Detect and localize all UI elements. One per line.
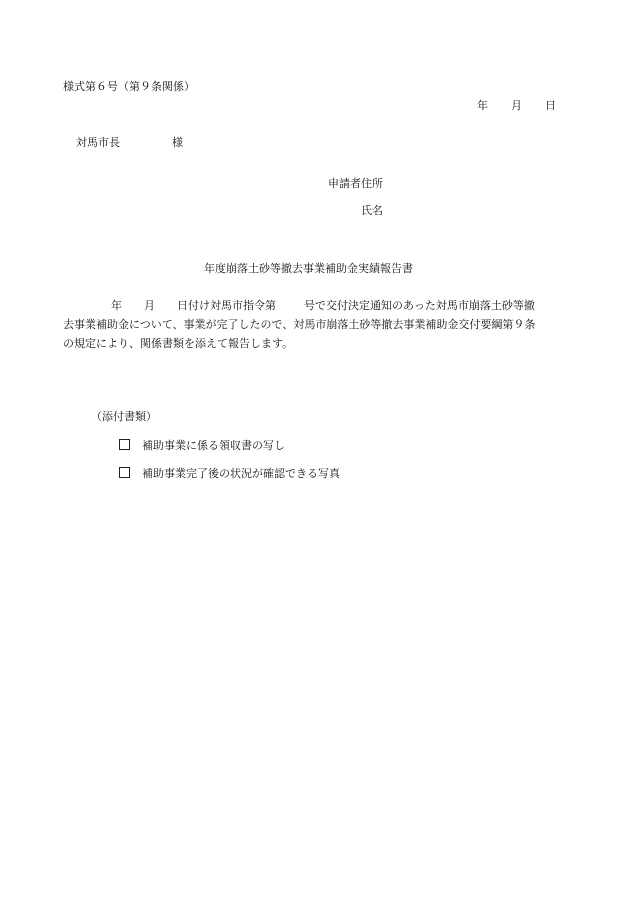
attachment-item-label: 補助事業に係る領収書の写し xyxy=(142,439,285,452)
applicant-name-label: 氏名 xyxy=(361,204,383,217)
body-line-2: 去事業補助金について、事業が完了したので、対馬市崩落土砂等撤去事業補助金交付要綱第９条 xyxy=(63,318,536,331)
addressee-line xyxy=(76,137,183,148)
form-number-label: 様式第６号（第９条関係） xyxy=(63,80,195,93)
body-line-3: の規定により、関係書類を添えて報告します。 xyxy=(63,337,294,350)
addressee-honorific: 様 xyxy=(172,136,183,149)
attachment-item-label: 補助事業完了後の状況が確認できる写真 xyxy=(142,467,340,480)
document-title: 年度崩落土砂等撤去事業補助金実績報告書 xyxy=(204,262,413,275)
date-year-label: 年 xyxy=(477,99,488,112)
report-body-text xyxy=(63,296,573,353)
checkbox-icon[interactable] xyxy=(119,439,130,450)
body-month-label: 月 xyxy=(144,299,155,312)
date-day-label: 日 xyxy=(545,99,556,112)
applicant-address-label: 申請者住所 xyxy=(328,177,383,190)
attachments-heading: （添付書類） xyxy=(91,410,157,423)
body-line-1 xyxy=(63,296,573,315)
attachment-item xyxy=(119,439,285,451)
body-line-1-part-1: 日付け対馬市指令第 xyxy=(177,299,276,312)
body-year-label: 年 xyxy=(111,299,122,312)
body-line-1-part-2: 号で交付決定通知のあった対馬市崩落土砂等撤 xyxy=(304,299,535,312)
addressee-name: 対馬市長 xyxy=(76,136,120,149)
date-month-label: 月 xyxy=(511,99,522,112)
checkbox-icon[interactable] xyxy=(119,467,130,478)
date-line xyxy=(477,100,556,111)
attachment-item xyxy=(119,467,340,479)
